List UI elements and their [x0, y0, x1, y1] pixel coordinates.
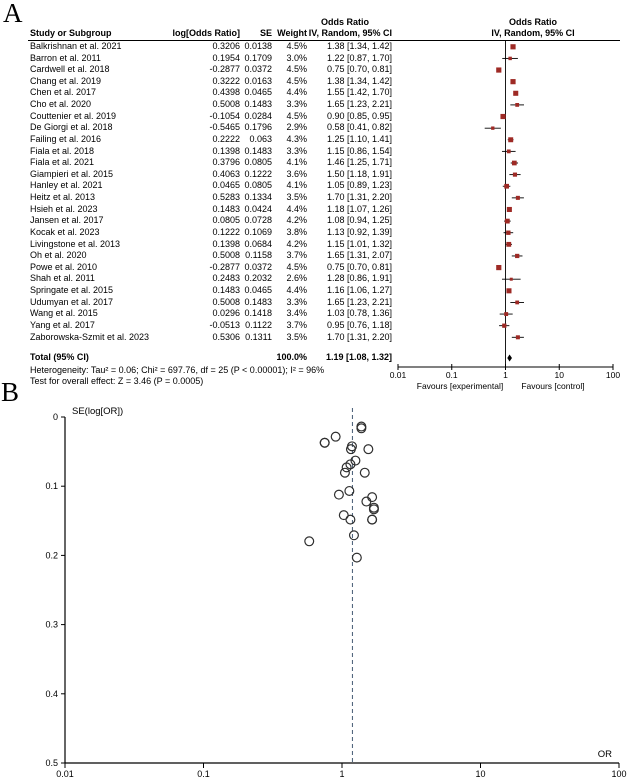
study-ci: 1.08 [0.94, 1.25] — [326, 215, 392, 226]
study-ci: 0.75 [0.70, 0.81] — [326, 261, 392, 272]
funnel-point — [347, 445, 356, 454]
study-logor: -0.2877 — [209, 261, 240, 272]
study-logor: 0.1398 — [212, 238, 240, 249]
funnel-point — [368, 493, 377, 502]
study-row — [0, 320, 400, 332]
study-se: 0.0465 — [244, 285, 272, 296]
study-weight: 3.5% — [286, 192, 307, 203]
study-weight: 3.3% — [286, 99, 307, 110]
funnel-point — [342, 463, 351, 472]
study-se: 0.0465 — [244, 87, 272, 98]
study-weight: 4.4% — [286, 87, 307, 98]
forest-tick-label: 0.1 — [445, 370, 458, 380]
funnel-y-tick-label: 0.2 — [45, 550, 58, 561]
study-weight: 4.5% — [286, 110, 307, 121]
funnel-point — [370, 503, 379, 512]
study-name: Giampieri et al. 2015 — [30, 168, 114, 179]
study-name: Barron et al. 2011 — [30, 52, 101, 63]
funnel-y-tick-label: 0.3 — [45, 619, 58, 630]
total-ci: 1.19 [1.08, 1.32] — [325, 352, 392, 362]
study-se: 0.0424 — [244, 203, 272, 214]
study-logor: 0.1398 — [212, 145, 240, 156]
funnel-x-axis-label: OR — [597, 749, 612, 760]
study-logor: 0.5008 — [212, 99, 240, 110]
study-weight: 4.3% — [286, 133, 307, 144]
study-se: 0.1483 — [244, 99, 272, 110]
study-ci: 1.15 [0.86, 1.54] — [326, 145, 392, 156]
favours-left-label: Favours [experimental] — [416, 381, 504, 391]
study-row — [0, 273, 400, 285]
study-weight: 3.3% — [286, 296, 307, 307]
study-ci: 1.46 [1.25, 1.71] — [326, 157, 392, 168]
study-row — [0, 134, 400, 146]
study-logor: 0.2222 — [212, 133, 240, 144]
study-weight: 3.7% — [286, 250, 307, 261]
study-ci: 1.13 [0.92, 1.39] — [326, 226, 392, 237]
funnel-y-axis-label: SE(log[OR]) — [72, 406, 124, 417]
study-weight: 3.8% — [286, 226, 307, 237]
study-weight: 3.3% — [286, 145, 307, 156]
study-row — [0, 204, 400, 216]
effect-marker — [496, 67, 501, 72]
study-name: Fiala et al. 2021 — [30, 157, 95, 168]
study-row — [0, 250, 400, 262]
total-weight: 100.0% — [276, 352, 307, 362]
study-row — [0, 111, 400, 123]
funnel-point — [320, 438, 329, 447]
study-weight: 4.2% — [286, 215, 307, 226]
study-se: 0.1709 — [244, 52, 272, 63]
effect-marker — [504, 184, 509, 189]
study-se: 0.1483 — [244, 296, 272, 307]
forest-tick-label: 0.01 — [389, 370, 407, 380]
study-weight: 4.5% — [286, 75, 307, 86]
study-ci: 1.65 [1.23, 2.21] — [326, 296, 392, 307]
study-ci: 1.65 [1.31, 2.07] — [326, 250, 392, 261]
forest-tick-label: 100 — [605, 370, 621, 380]
study-name: Cho et al. 2020 — [30, 99, 92, 110]
funnel-point — [351, 456, 360, 465]
effect-marker — [512, 161, 517, 166]
study-se: 0.063 — [249, 133, 272, 144]
study-name: Udumyan et al. 2017 — [30, 296, 114, 307]
study-logor: 0.3206 — [212, 41, 240, 51]
study-ci: 1.05 [0.89, 1.23] — [326, 180, 392, 191]
study-se: 0.0728 — [244, 215, 272, 226]
study-weight: 3.0% — [286, 52, 307, 63]
funnel-point — [350, 531, 359, 540]
effect-marker — [515, 301, 519, 305]
study-row — [0, 64, 400, 76]
funnel-point — [357, 424, 366, 433]
study-ci: 1.16 [1.06, 1.27] — [326, 285, 392, 296]
study-name: Hsieh et al. 2023 — [30, 203, 98, 214]
effect-marker — [491, 126, 494, 129]
study-logor: 0.3222 — [212, 75, 240, 86]
study-name: Shah et al. 2011 — [30, 273, 95, 284]
study-se: 0.1483 — [244, 145, 272, 156]
study-row — [0, 87, 400, 99]
study-logor: 0.5008 — [212, 250, 240, 261]
study-row — [0, 169, 400, 181]
study-logor: 0.3796 — [212, 157, 240, 168]
study-row — [0, 41, 400, 53]
funnel-point — [339, 511, 348, 520]
study-name: Couttenier et al. 2019 — [30, 110, 117, 121]
study-row — [0, 99, 400, 111]
study-name: Fiala et al. 2018 — [30, 145, 95, 156]
study-se: 0.0372 — [244, 64, 272, 75]
effect-marker — [515, 103, 519, 107]
col-header-weight: Weight — [277, 28, 307, 38]
study-name: Oh et al. 2020 — [30, 250, 87, 261]
overall-effect-note: Test for overall effect: Z = 3.46 (P = 0.0005) — [30, 376, 204, 386]
study-se: 0.0684 — [244, 238, 272, 249]
study-ci: 1.70 [1.31, 2.20] — [326, 331, 392, 342]
study-name: Livingstone et al. 2013 — [30, 238, 121, 249]
study-row — [0, 76, 400, 88]
study-logor: -0.1054 — [209, 110, 240, 121]
study-ci: 1.70 [1.31, 2.20] — [326, 192, 392, 203]
study-name: Wang et al. 2015 — [30, 308, 98, 319]
forest-tick-label: 10 — [554, 370, 564, 380]
effect-marker — [513, 173, 517, 177]
study-weight: 3.4% — [286, 308, 307, 319]
study-se: 0.2032 — [244, 273, 272, 284]
funnel-point — [346, 460, 355, 469]
study-weight: 4.5% — [286, 64, 307, 75]
study-ci: 0.95 [0.76, 1.18] — [326, 319, 392, 330]
effect-marker — [516, 335, 520, 339]
effect-marker — [506, 231, 510, 235]
study-name: Springate et al. 2015 — [30, 285, 114, 296]
effect-marker — [508, 137, 513, 142]
study-ci: 1.22 [0.87, 1.70] — [326, 52, 392, 63]
funnel-point — [364, 445, 373, 454]
study-se: 0.1418 — [244, 308, 272, 319]
odds-ratio-header-plot-col: Odds Ratio — [508, 17, 557, 27]
study-logor: 0.1483 — [212, 203, 240, 214]
study-row — [0, 157, 400, 169]
study-name: Hanley et al. 2021 — [30, 180, 103, 191]
funnel-x-tick-label: 1 — [339, 769, 345, 779]
col-header-study: Study or Subgroup — [30, 28, 112, 38]
effect-marker — [507, 207, 512, 212]
total-diamond — [507, 355, 512, 362]
study-logor: 0.1222 — [212, 226, 240, 237]
funnel-y-tick-label: 0.4 — [45, 688, 58, 699]
forest-tick-label: 1 — [503, 370, 508, 380]
study-name: Chang et al. 2019 — [30, 75, 102, 86]
study-logor: 0.5306 — [212, 331, 240, 342]
study-weight: 3.6% — [286, 168, 307, 179]
study-ci: 1.25 [1.10, 1.41] — [326, 133, 392, 144]
funnel-point — [345, 487, 354, 496]
funnel-point — [362, 497, 371, 506]
effect-marker — [510, 278, 513, 281]
study-se: 0.0805 — [244, 157, 272, 168]
study-ci: 1.28 [0.86, 1.91] — [326, 273, 392, 284]
study-weight: 4.2% — [286, 238, 307, 249]
study-logor: -0.2877 — [209, 64, 240, 75]
effect-marker — [502, 324, 506, 328]
funnel-point — [368, 515, 377, 524]
study-logor: 0.5008 — [212, 296, 240, 307]
study-name: Jansen et al. 2017 — [30, 215, 104, 226]
study-se: 0.1069 — [244, 226, 272, 237]
study-se: 0.1122 — [245, 319, 272, 330]
funnel-x-tick-label: 0.01 — [56, 769, 74, 779]
study-weight: 4.5% — [286, 261, 307, 272]
study-se: 0.1334 — [244, 192, 272, 203]
study-ci: 1.50 [1.18, 1.91] — [326, 168, 392, 179]
study-row — [0, 308, 400, 320]
study-logor: -0.0513 — [209, 319, 240, 330]
study-weight: 3.7% — [286, 319, 307, 330]
effect-marker — [500, 114, 505, 119]
study-se: 0.1158 — [245, 250, 272, 261]
total-row — [0, 352, 400, 364]
study-logor: 0.0465 — [212, 180, 240, 191]
study-weight: 2.6% — [286, 273, 307, 284]
col-header-ci-plot: IV, Random, 95% CI — [491, 28, 575, 38]
funnel-x-tick-label: 100 — [611, 769, 627, 779]
effect-marker — [513, 91, 518, 96]
study-name: Zaborowska-Szmit et al. 2023 — [30, 331, 150, 342]
study-name: Heitz et al. 2013 — [30, 192, 96, 203]
effect-marker — [506, 288, 511, 293]
funnel-point — [357, 422, 366, 431]
study-weight: 4.4% — [286, 203, 307, 214]
study-name: De Giorgi et al. 2018 — [30, 122, 113, 133]
study-name: Failing et al. 2016 — [30, 133, 102, 144]
study-ci: 0.90 [0.85, 0.95] — [326, 110, 392, 121]
funnel-point — [348, 442, 357, 451]
study-ci: 1.03 [0.78, 1.36] — [326, 308, 392, 319]
panel-b-label: B — [1, 377, 20, 407]
study-logor: 0.5283 — [212, 192, 240, 203]
study-name: Cardwell et al. 2018 — [30, 64, 110, 75]
study-ci: 1.65 [1.23, 2.21] — [326, 99, 392, 110]
study-weight: 4.4% — [286, 285, 307, 296]
study-name: Yang et al. 2017 — [30, 319, 95, 330]
effect-marker — [504, 312, 508, 316]
study-logor: 0.1483 — [212, 285, 240, 296]
study-ci: 1.15 [1.01, 1.32] — [326, 238, 392, 249]
study-logor: 0.4398 — [212, 87, 240, 98]
funnel-point — [341, 468, 350, 477]
funnel-point — [335, 490, 344, 499]
funnel-x-tick-label: 0.1 — [197, 769, 210, 779]
study-weight: 4.5% — [286, 41, 307, 51]
effect-marker — [496, 265, 501, 270]
study-logor: 0.0296 — [212, 308, 240, 319]
study-row — [0, 215, 400, 227]
total-label: Total (95% CI) — [30, 352, 89, 362]
study-row — [0, 227, 400, 239]
col-header-se: SE — [259, 28, 272, 38]
study-name: Kocak et al. 2023 — [30, 226, 100, 237]
study-se: 0.1796 — [244, 122, 272, 133]
funnel-y-tick-label: 0.1 — [45, 481, 58, 492]
study-logor: 0.2483 — [212, 273, 240, 284]
study-row — [0, 239, 400, 251]
study-row — [0, 285, 400, 297]
study-row — [0, 122, 400, 134]
study-row — [0, 332, 400, 344]
effect-marker — [510, 44, 515, 49]
study-se: 0.0163 — [244, 75, 272, 86]
study-se: 0.0372 — [244, 261, 272, 272]
effect-marker — [510, 79, 515, 84]
study-weight: 2.9% — [286, 122, 307, 133]
study-row — [0, 192, 400, 204]
effect-marker — [516, 196, 520, 200]
study-name: Chen et al. 2017 — [30, 87, 97, 98]
study-weight: 4.1% — [286, 157, 307, 168]
funnel-point — [368, 515, 377, 524]
col-header-ci: IV, Random, 95% CI — [308, 28, 392, 38]
effect-marker — [506, 242, 511, 247]
study-row — [0, 262, 400, 274]
study-row — [0, 53, 400, 65]
favours-right-label: Favours [control] — [521, 381, 585, 391]
study-ci: 1.55 [1.42, 1.70] — [326, 87, 392, 98]
study-logor: -0.5465 — [209, 122, 240, 133]
study-row — [0, 297, 400, 309]
panel-a-label: A — [3, 0, 23, 28]
study-ci: 1.18 [1.07, 1.26] — [326, 203, 392, 214]
study-name: Powe et al. 2010 — [30, 261, 98, 272]
funnel-point — [352, 553, 361, 562]
study-ci: 0.75 [0.70, 0.81] — [326, 64, 392, 75]
header-rule — [28, 40, 620, 41]
funnel-y-tick-label: 0 — [52, 412, 58, 422]
study-se: 0.1222 — [244, 168, 272, 179]
study-ci: 1.38 [1.34, 1.42] — [326, 75, 392, 86]
effect-marker — [508, 57, 511, 60]
study-logor: 0.0805 — [212, 215, 240, 226]
study-weight: 3.5% — [286, 331, 307, 342]
study-name: Balkrishnan et al. 2021 — [30, 41, 122, 51]
col-header-logor: log[Odds Ratio] — [172, 28, 240, 38]
funnel-y-tick-label: 0.5 — [45, 758, 58, 768]
funnel-point — [320, 438, 329, 447]
effect-marker — [505, 219, 510, 224]
study-se: 0.0138 — [244, 41, 272, 51]
effect-marker — [515, 254, 519, 258]
funnel-point — [305, 537, 314, 546]
study-weight: 4.1% — [286, 180, 307, 191]
study-row — [0, 146, 400, 158]
study-logor: 0.1954 — [212, 52, 240, 63]
study-se: 0.1311 — [245, 331, 272, 342]
study-se: 0.0284 — [244, 110, 272, 121]
study-row — [0, 180, 400, 192]
funnel-point — [346, 515, 355, 524]
study-ci: 1.38 [1.34, 1.42] — [326, 41, 392, 51]
heterogeneity-note: Heterogeneity: Tau² = 0.06; Chi² = 697.76, df = 25 (P < 0.00001); I² = 96% — [30, 365, 325, 375]
funnel-x-tick-label: 10 — [475, 769, 486, 779]
funnel-point — [370, 505, 379, 514]
funnel-point — [360, 468, 369, 477]
study-ci: 0.58 [0.41, 0.82] — [326, 122, 392, 133]
study-logor: 0.4063 — [212, 168, 240, 179]
funnel-point — [331, 432, 340, 441]
study-se: 0.0805 — [244, 180, 272, 191]
effect-marker — [507, 149, 511, 153]
odds-ratio-header-text-col: Odds Ratio — [320, 17, 369, 27]
